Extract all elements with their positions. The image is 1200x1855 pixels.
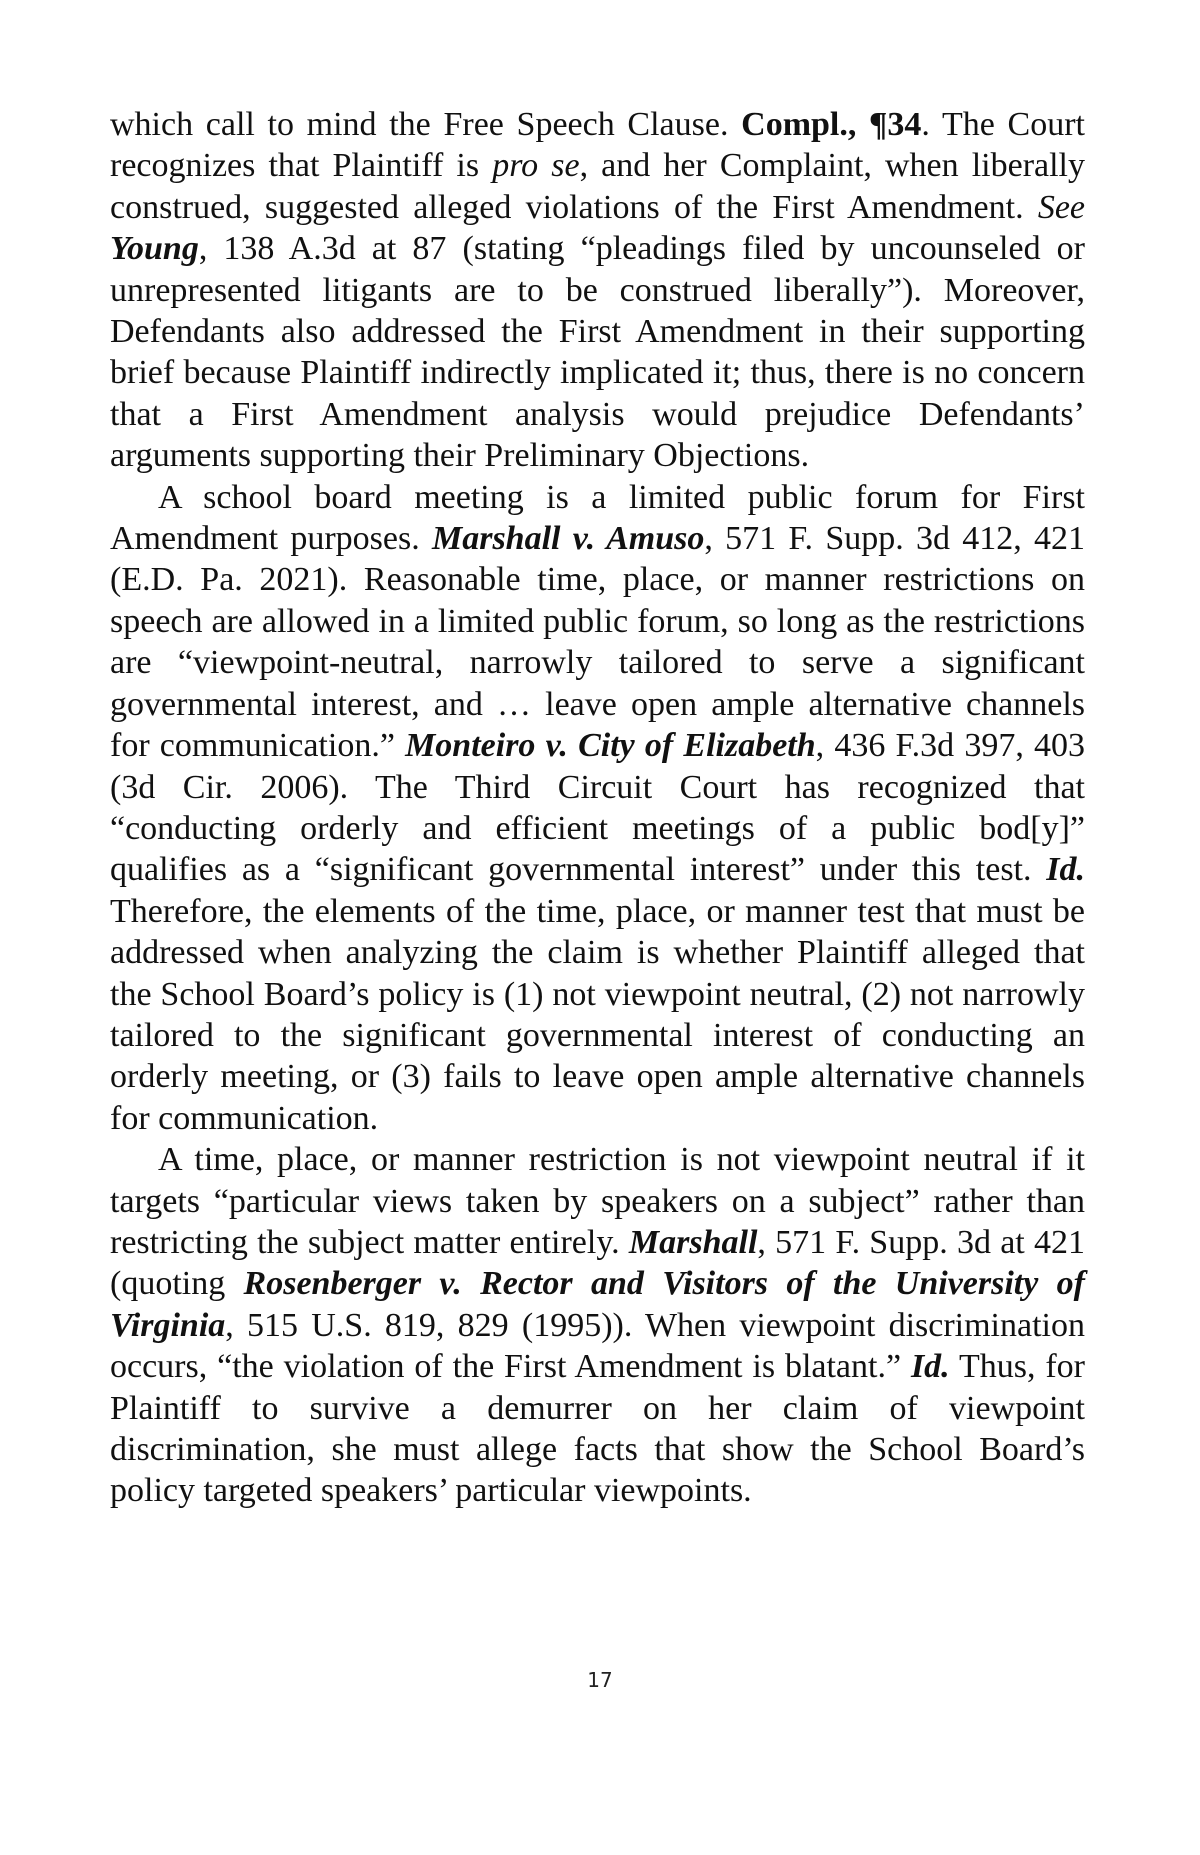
text-run: Thus, for Plaintiff to survive a demurrer on her claim of viewpoint discrimination, she must allege facts that show the School Board’s policy targeted speakers’ particular viewpoints.	[110, 1348, 1085, 1510]
paragraph-1	[110, 104, 1085, 477]
text-run: , 571 F. Supp. 3d 412, 421 (E.D. Pa. 2021). Reasonable time, place, or manner restrictions on speech are allowed in a limited public forum, so long as the restrictions are “viewpoint-neutral, narrowly tailored to serve a significant governmental interest, and … leave open ample alternative channels for communication.”	[110, 520, 1086, 765]
text-run: , 515 U.S. 819, 829 (1995)). When viewpoint discrimination occurs, “the violation of the First Amendment is blatant.”	[110, 1306, 1085, 1386]
signal-word: See	[1037, 188, 1085, 226]
case-name: Young	[110, 230, 199, 268]
text-run: which call to mind the Free Speech Clause.	[110, 106, 742, 143]
text-run: , and her Complaint, when liberally construed, suggested alleged violations of the First Amendment.	[110, 147, 1085, 226]
text-run: A time, place, or manner restriction is not viewpoint neutral if it targets “particular views taken by speakers on a subject” rather than restricting the subject matter entirely.	[110, 1141, 1085, 1261]
case-name: Marshall	[628, 1223, 758, 1261]
text-run: , 571 F. Supp. 3d at 421 (quoting	[110, 1223, 1085, 1303]
citation-complaint: Compl., ¶34	[741, 106, 922, 143]
case-name: Monteiro v. City of Elizabeth	[405, 727, 816, 765]
text-run: . The Court recognizes that Plaintiff is	[110, 106, 1085, 185]
paragraph-3	[110, 1139, 1085, 1512]
case-name: Id.	[910, 1348, 950, 1386]
text-run: , 138 A.3d at 87 (stating “pleadings filed by uncounseled or unrepresented litigants are to be construed liberally”). Moreover, Defendants also addressed the First Amendment in their supporting brief because Plaintiff indirectly implicated it; thus, there is no concern that a First Amendment analysis would prejudice Defendants’ arguments supporting their Preliminary Objections.	[110, 230, 1085, 475]
paragraph-2	[110, 477, 1085, 1140]
text-run: , 436 F.3d 397, 403 (3d Cir. 2006). The Third Circuit Court has recognized that “conducting orderly and efficient meetings of a public bod[y]” qualifies as a “significant governmental interest” under this test.	[110, 727, 1085, 889]
body-text	[110, 104, 1085, 1512]
text-run: A school board meeting is a limited public forum for First Amendment purposes.	[110, 478, 1085, 558]
case-name: Id.	[1046, 851, 1085, 889]
latin-term: pro se	[492, 147, 580, 185]
case-name: Rosenberger v. Rector and Visitors of the University of Virginia	[110, 1265, 1085, 1344]
text-run: Therefore, the elements of the time, place, or manner test that must be addressed when analyzing the claim is whether Plaintiff alleged that the School Board’s policy is (1) not viewpoint neutral, (2) not narrowly tailored to the significant governmental interest of conducting an orderly meeting, or (3) fails to leave open ample alternative channels for communication.	[110, 892, 1085, 1137]
page-number: 17	[587, 1668, 613, 1692]
case-name: Marshall v. Amuso	[431, 520, 705, 558]
